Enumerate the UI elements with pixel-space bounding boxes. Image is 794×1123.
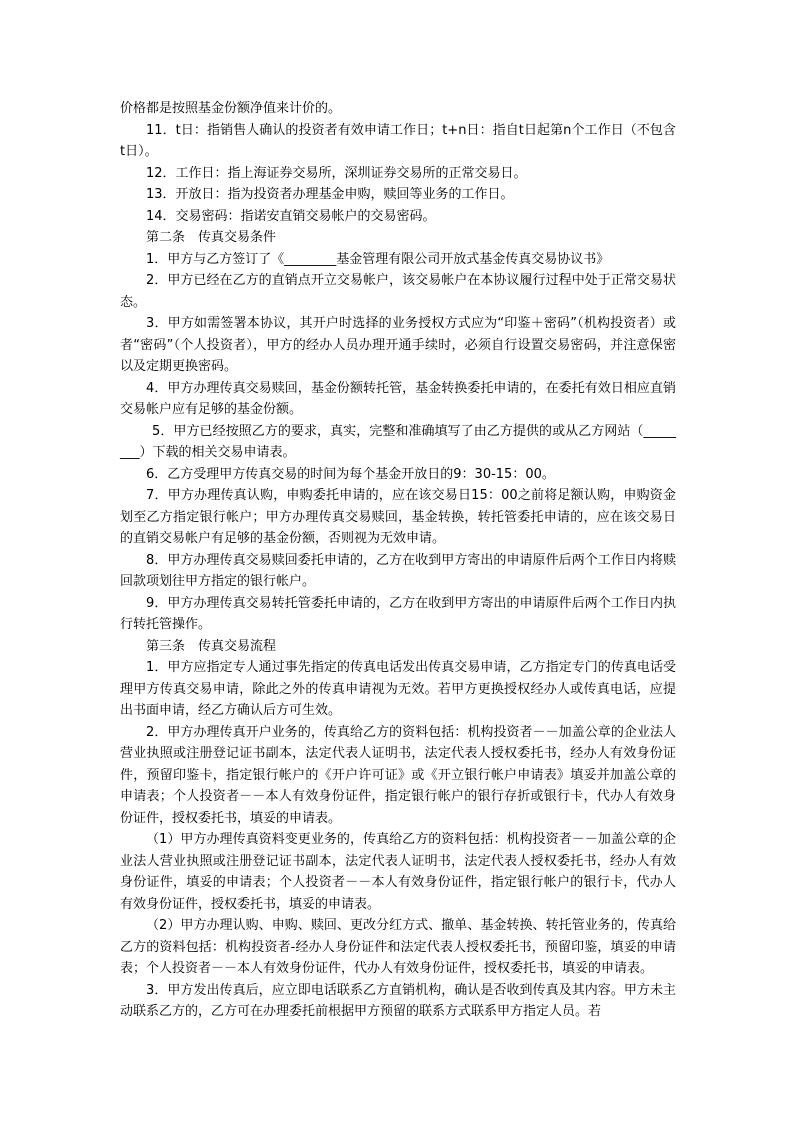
paragraph: 第二条 传真交易条件 [146, 230, 277, 245]
paragraph: 8．甲方办理传真交易赎回委托申请的，乙方在收到甲方寄出的申请原件后两个工作日内将赎回款项划往甲方指定的银行帐户。 [120, 552, 676, 589]
paragraph: 12．工作日：指上海证券交易所，深圳证券交易所的正常交易日。 [146, 165, 527, 181]
paragraph: 1．甲方应指定专人通过事先指定的传真电话发出传真交易申请，乙方指定专门的传真电话受理甲方传真交易申请，除此之外的传真申请视为无效。若甲方更换授权经办人或传真电话，应提出书面申请，经乙方确认后方可生效。 [120, 660, 676, 718]
paragraph: 4．甲方办理传真交易赎回，基金份额转托管，基金转换委托申请的，在委托有效日相应直销交易帐户应有足够的基金份额。 [120, 380, 676, 417]
paragraph: 2．甲方办理传真开户业务的，传真给乙方的资料包括：机构投资者－－加盖公章的企业法人营业执照或注册登记证书副本，法定代表人证明书，法定代表人授权委托书，经办人有效身份证件，预留印鉴卡，指定银行帐户的《开户许可证》或《开立银行帐户申请表》填妥并加盖公章的申请表；个人投资者－－本人有效身份证件，指定银行帐户的银行存折或银行卡，代办人有效身份证件，授权委托书，填妥的申请表。 [120, 724, 676, 826]
paragraph: 3．甲方发出传真后，应立即电话联系乙方直销机构，确认是否收到传真及其内容。甲方未主动联系乙方的，乙方可在办理委托前根据甲方预留的联系方式联系甲方指定人员。若 [120, 982, 676, 1019]
paragraph: 14．交易密码：指诺安直销交易帐户的交易密码。 [146, 208, 436, 224]
paragraph: （1）甲方办理传真资料变更业务的，传真给乙方的资料包括：机构投资者－－加盖公章的企业法人营业执照或注册登记证书副本，法定代表人证明书，法定代表人授权委托书，经办人有效身份证件，填妥的申请表；个人投资者－－本人有效身份证件，指定银行帐户的银行卡，代办人有效身份证件，授权委托书，填妥的申请表。 [120, 832, 676, 912]
paragraph: 7．甲方办理传真认购，申购委托申请的，应在该交易日15：00之前将足额认购，申购资金划至乙方指定银行帐户；甲方办理传真交易赎回，基金转换，转托管委托申请的，应在该交易日的直销交易帐户有足够的基金份额，否则视为无效申请。 [120, 488, 676, 546]
paragraph: 2．甲方已经在乙方的直销点开立交易帐户，该交易帐户在本协议履行过程中处于正常交易状态。 [120, 273, 676, 310]
paragraph: 11．t日：指销售人确认的投资者有效申请工作日；t+n日：指自t日起第n个工作日（不包含t日）。 [120, 122, 676, 159]
paragraph: 价格都是按照基金份额净值来计价的。 [120, 101, 342, 116]
paragraph: 13．开放日：指为投资者办理基金申购，赎回等业务的工作日。 [146, 187, 514, 202]
paragraph: 5．甲方已经按照乙方的要求，真实，完整和准确填写了由乙方提供的或从乙方网站（________）下载的相关交易申请表。 [120, 423, 676, 460]
paragraph: 6．乙方受理甲方传真交易的时间为每个基金开放日的9：30-15：00。 [146, 466, 555, 482]
paragraph: 9．甲方办理传真交易转托管委托申请的，乙方在收到甲方寄出的申请原件后两个工作日内执行转托管操作。 [120, 595, 676, 632]
paragraph: 1．甲方与乙方签订了《________基金管理有限公司开放式基金传真交易协议书》 [146, 251, 610, 267]
document-body [120, 98, 676, 1023]
paragraph: 3．甲方如需签署本协议，其开户时选择的业务授权方式应为“印鉴＋密码”（机构投资者）或者“密码”（个人投资者），甲方的经办人员办理开通手续时，必须自行设置交易密码，并注意保密以及定期更换密码。 [120, 316, 676, 374]
paragraph: 第三条 传真交易流程 [146, 638, 277, 654]
paragraph: （2）甲方办理认购、申购、赎回、更改分红方式、撤单、基金转换、转托管业务的，传真给乙方的资料包括：机构投资者-经办人身份证件和法定代表人授权委托书，预留印鉴，填妥的申请表；个人投资者－－本人有效身份证件，代办人有效身份证件，授权委托书，填妥的申请表。 [120, 918, 676, 976]
